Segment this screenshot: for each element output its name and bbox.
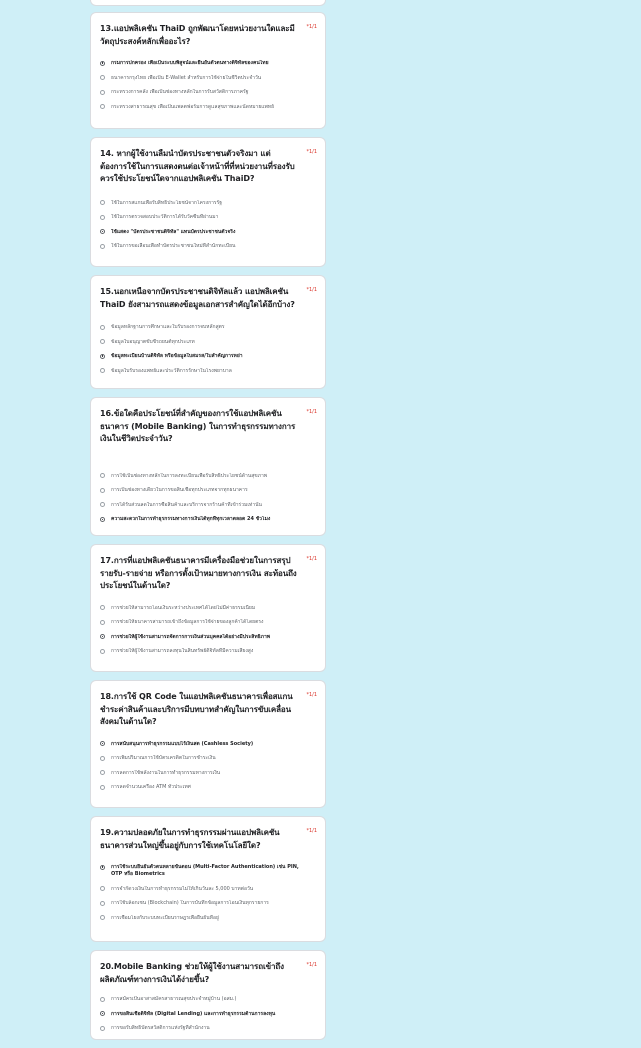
option-4[interactable] — [100, 104, 311, 111]
radio-unchecked-icon[interactable] — [100, 997, 105, 1002]
radio-unchecked-icon[interactable] — [100, 90, 105, 95]
option-label: ใช้ในการตรวจสอบประวัติการได้รับวัคซีนที่ผ่านมา — [111, 214, 219, 221]
option-4[interactable] — [100, 915, 311, 922]
options-list — [100, 60, 311, 111]
radio-unchecked-icon[interactable] — [100, 770, 105, 775]
radio-unchecked-icon[interactable] — [100, 200, 105, 205]
question-card — [90, 544, 326, 672]
option-1[interactable] — [100, 200, 311, 207]
option-1[interactable] — [100, 864, 311, 878]
option-label: ใช้แสดง "บัตรประชาชนดิจิทัล" แทนบัตรประชาชนตัวจริง — [111, 228, 236, 235]
option-3[interactable] — [100, 900, 311, 907]
question-title: 13.แอปพลิเคชัน ThaiD ถูกพัฒนาโดยหน่วยงานใดและมีวัตถุประสงค์หลักเพื่ออะไร? — [100, 24, 295, 46]
radio-unchecked-icon[interactable] — [100, 104, 105, 109]
option-1[interactable] — [100, 996, 311, 1003]
question-title: 18.การใช้ QR Code ในแอปพลิเคชันธนาคารเพื่อสแกนชำระค่าสินค้าและบริการมีบทบาทสำคัญในการขับเคลื่อนสังคมในด้านใด? — [100, 692, 293, 726]
question-title: 16.ข้อใดคือประโยชน์ที่สำคัญของการใช้แอปพลิเคชันธนาคาร (Mobile Banking) ในการทำธุรกรรมทางการเงินในชีวิตประจำวัน? — [100, 409, 296, 443]
option-1[interactable] — [100, 324, 311, 331]
option-2[interactable] — [100, 755, 311, 762]
option-label: กระทรวงการคลัง เพื่อเป็นช่องทางหลักในการรับสวัสดิการภาครัฐ — [111, 89, 249, 96]
option-2[interactable] — [100, 75, 311, 82]
option-label: ความสะดวกในการทำธุรกรรมทางการเงินได้ทุกที่ทุกเวลาตลอด 24 ชั่วโมง — [111, 516, 271, 523]
question-title: 14. หากผู้ใช้งานลืมนำบัตรประชาชนตัวจริงมา แต่ต้องการใช้ในการแสดงตนต่อเจ้าหน้าที่ที่หน่วยงานที่รองรับ ควรใช้ประโยชน์ใดจากแอปพลิเคชัน ThaiD? — [100, 149, 295, 183]
option-label: การใช้เป็นช่องทางหลักในการลงทะเบียนเพื่อรับสิทธิประโยชน์ด้านสุขภาพ — [111, 472, 268, 479]
question-card — [90, 12, 326, 129]
option-2[interactable] — [100, 886, 311, 893]
radio-unchecked-icon[interactable] — [100, 620, 105, 625]
option-3[interactable] — [100, 770, 311, 777]
radio-checked-icon[interactable] — [100, 354, 105, 359]
option-label: การลดการใช้พลังงานในการทำธุรกรรมทางการเงิน — [111, 769, 221, 776]
question-card — [90, 950, 326, 1040]
option-2[interactable] — [100, 487, 311, 494]
radio-unchecked-icon[interactable] — [100, 886, 105, 891]
question-card — [90, 680, 326, 808]
option-label: การขอสินเชื่อดิจิทัล (Digital Lending) และการทำธุรกรรมด้านการลงทุน — [111, 1010, 276, 1017]
radio-checked-icon[interactable] — [100, 741, 105, 746]
radio-unchecked-icon[interactable] — [100, 901, 105, 906]
option-2[interactable] — [100, 214, 311, 221]
option-label: การขอรับสิทธิ์บัตรสวัสดิการแห่งรัฐที่สำนักงาน — [111, 1025, 210, 1032]
radio-unchecked-icon[interactable] — [100, 756, 105, 761]
option-1[interactable] — [100, 60, 311, 67]
option-label: การเพิ่มปริมาณการใช้บัตรเครดิตในการชำระเงิน — [111, 755, 216, 762]
radio-checked-icon[interactable] — [100, 634, 105, 639]
radio-unchecked-icon[interactable] — [100, 915, 105, 920]
question-score: *1/1 — [306, 692, 317, 698]
option-4[interactable] — [100, 784, 311, 791]
option-4[interactable] — [100, 243, 311, 250]
radio-unchecked-icon[interactable] — [100, 215, 105, 220]
option-3[interactable] — [100, 353, 311, 360]
option-label: การลดจำนวนเครื่อง ATM ทั่วประเทศ — [111, 784, 191, 791]
option-label: การใช้ระบบยืนยันตัวตนหลายขั้นตอน (Multi-Factor Authentication) เช่น PIN, OTP หรือ Biometrics — [111, 864, 299, 877]
option-3[interactable] — [100, 229, 311, 236]
question-score: *1/1 — [306, 556, 317, 562]
radio-unchecked-icon[interactable] — [100, 605, 105, 610]
option-4[interactable] — [100, 648, 311, 655]
question-title: 20.Mobile Banking ช่วยให้ผู้ใช้งานสามารถเข้าถึงผลิตภัณฑ์ทางการเงินได้ง่ายขึ้น? — [100, 962, 284, 984]
option-label: การช่วยให้ผู้ใช้งานสามารถลงทุนในสินทรัพย์ดิจิทัลที่มีความเสี่ยงสูง — [111, 648, 254, 655]
option-label: ข้อมูลหลักฐานการศึกษาและใบรับรองการจบหลักสูตร — [111, 324, 225, 330]
question-score: *1/1 — [306, 24, 317, 30]
radio-unchecked-icon[interactable] — [100, 339, 105, 344]
radio-unchecked-icon[interactable] — [100, 785, 105, 790]
option-3[interactable] — [100, 89, 311, 96]
radio-checked-icon[interactable] — [100, 61, 105, 66]
option-label: การช่วยให้สามารถโอนเงินระหว่างประเทศได้โดยไม่มีค่าธรรมเนียม — [111, 604, 256, 611]
options-list — [100, 605, 311, 656]
radio-unchecked-icon[interactable] — [100, 649, 105, 654]
option-label: ข้อมูลทะเบียนบ้านดิจิทัล หรือข้อมูลใบสมรส/ใบสำคัญการหย่า — [111, 353, 243, 360]
radio-unchecked-icon[interactable] — [100, 325, 105, 330]
question-score: *1/1 — [306, 149, 317, 155]
radio-checked-icon[interactable] — [100, 1011, 105, 1016]
options-list — [100, 864, 311, 922]
option-label: การสมัครเป็นอาสาสมัครสาธารณสุขประจำหมู่บ้าน (อสม.) — [111, 996, 237, 1002]
radio-unchecked-icon[interactable] — [100, 473, 105, 478]
radio-checked-icon[interactable] — [100, 517, 105, 522]
option-label: ใช้ในการสแกนเพื่อรับสิทธิประโยชน์จากโครงการรัฐ — [111, 199, 223, 206]
previous-question-card — [90, 0, 326, 6]
option-label: การช่วยให้ธนาคารสามารถเข้าถึงข้อมูลการใช้จ่ายของลูกค้าได้โดยตรง — [111, 619, 264, 626]
option-3[interactable] — [100, 502, 311, 509]
question-title: 15.นอกเหนือจากบัตรประชาชนดิจิทัลแล้ว แอปพลิเคชัน ThaiD ยังสามารถแสดงข้อมูลเอกสารสำคัญใดได้อีกบ้าง? — [100, 287, 295, 309]
question-card — [90, 137, 326, 267]
radio-unchecked-icon[interactable] — [100, 244, 105, 249]
options-list — [100, 324, 311, 375]
option-2[interactable] — [100, 619, 311, 626]
option-4[interactable] — [100, 368, 311, 375]
radio-unchecked-icon[interactable] — [100, 75, 105, 80]
radio-unchecked-icon[interactable] — [100, 368, 105, 373]
option-1[interactable] — [100, 605, 311, 612]
options-list — [100, 200, 311, 251]
option-3[interactable] — [100, 1025, 311, 1032]
option-label: ข้อมูลใบรับรองแพทย์และประวัติการรักษาในโรงพยาบาล — [111, 367, 232, 374]
option-label: การสนับสนุนการทำธุรกรรมแบบไร้เงินสด (Cashless Society) — [111, 740, 254, 747]
question-card — [90, 816, 326, 942]
option-label: กรมการปกครอง เพื่อเป็นระบบพิสูจน์และยืนยันตัวตนทางดิจิทัลของคนไทย — [111, 60, 269, 66]
option-1[interactable] — [100, 741, 311, 748]
option-label: การเชื่อมโยงกับระบบทะเบียนราษฎรเพื่อยืนยันที่อยู่ — [111, 914, 219, 921]
question-card — [90, 275, 326, 389]
question-score: *1/1 — [306, 409, 317, 415]
question-score: *1/1 — [306, 962, 317, 968]
options-list — [100, 473, 311, 524]
question-title: 19.ความปลอดภัยในการทำธุรกรรมผ่านแอปพลิเคชันธนาคารส่วนใหญ่ขึ้นอยู่กับการใช้เทคโนโลยีใด? — [100, 828, 280, 850]
options-list — [100, 741, 311, 792]
option-label: ใช้ในการขอเลื่อนเพื่อทำบัตรประชาชนใหม่ที่สำนักทะเบียน — [111, 243, 236, 250]
radio-unchecked-icon[interactable] — [100, 488, 105, 493]
option-2[interactable] — [100, 339, 311, 346]
option-label: การช่วยให้ผู้ใช้งานสามารถจัดการการเงินส่วนบุคคลได้อย่างมีประสิทธิภาพ — [111, 633, 271, 640]
radio-checked-icon[interactable] — [100, 229, 105, 234]
option-label: การได้รับส่วนลดในการซื้อสินค้าและบริการจากร้านค้าที่เข้าร่วมเท่านั้น — [111, 501, 262, 508]
radio-unchecked-icon[interactable] — [100, 502, 105, 507]
option-label: ข้อมูลใบอนุญาตขับขี่รถยนต์ทุกประเภท — [111, 338, 195, 345]
question-card — [90, 397, 326, 536]
question-score: *1/1 — [306, 287, 317, 293]
option-label: กระทรวงสาธารณสุข เพื่อเป็นแพลตฟอร์มการดูแลสุขภาพและนัดหมายแพทย์ — [111, 103, 275, 110]
question-score: *1/1 — [306, 828, 317, 834]
option-3[interactable] — [100, 634, 311, 641]
options-list — [100, 996, 311, 1032]
question-title: 17.การที่แอปพลิเคชันธนาคารมีเครื่องมือช่วยในการสรุปรายรับ-รายจ่าย หรือการตั้งเป้าหมายทางการเงิน สะท้อนถึงประโยชน์ในด้านใด? — [100, 556, 297, 590]
option-label: การใช้บล็อกเชน (Blockchain) ในการบันทึกข้อมูลการโอนเงินทุกรายการ — [111, 900, 269, 907]
radio-checked-icon[interactable] — [100, 865, 105, 870]
radio-unchecked-icon[interactable] — [100, 1026, 105, 1031]
option-4[interactable] — [100, 516, 311, 523]
option-2[interactable] — [100, 1011, 311, 1018]
form-column — [90, 0, 326, 1048]
option-label: การเป็นช่องทางเดียวในการขอสินเชื่อทุกประเภทจากทุกธนาคาร — [111, 487, 248, 494]
option-1[interactable] — [100, 473, 311, 480]
option-label: การจำกัดวงเงินในการทำธุรกรรมไม่ให้เกินวันละ 5,000 บาทต่อวัน — [111, 885, 254, 892]
option-label: ธนาคารกรุงไทย เพื่อเป็น E-Wallet สำหรับการใช้จ่ายในชีวิตประจำวัน — [111, 74, 262, 81]
